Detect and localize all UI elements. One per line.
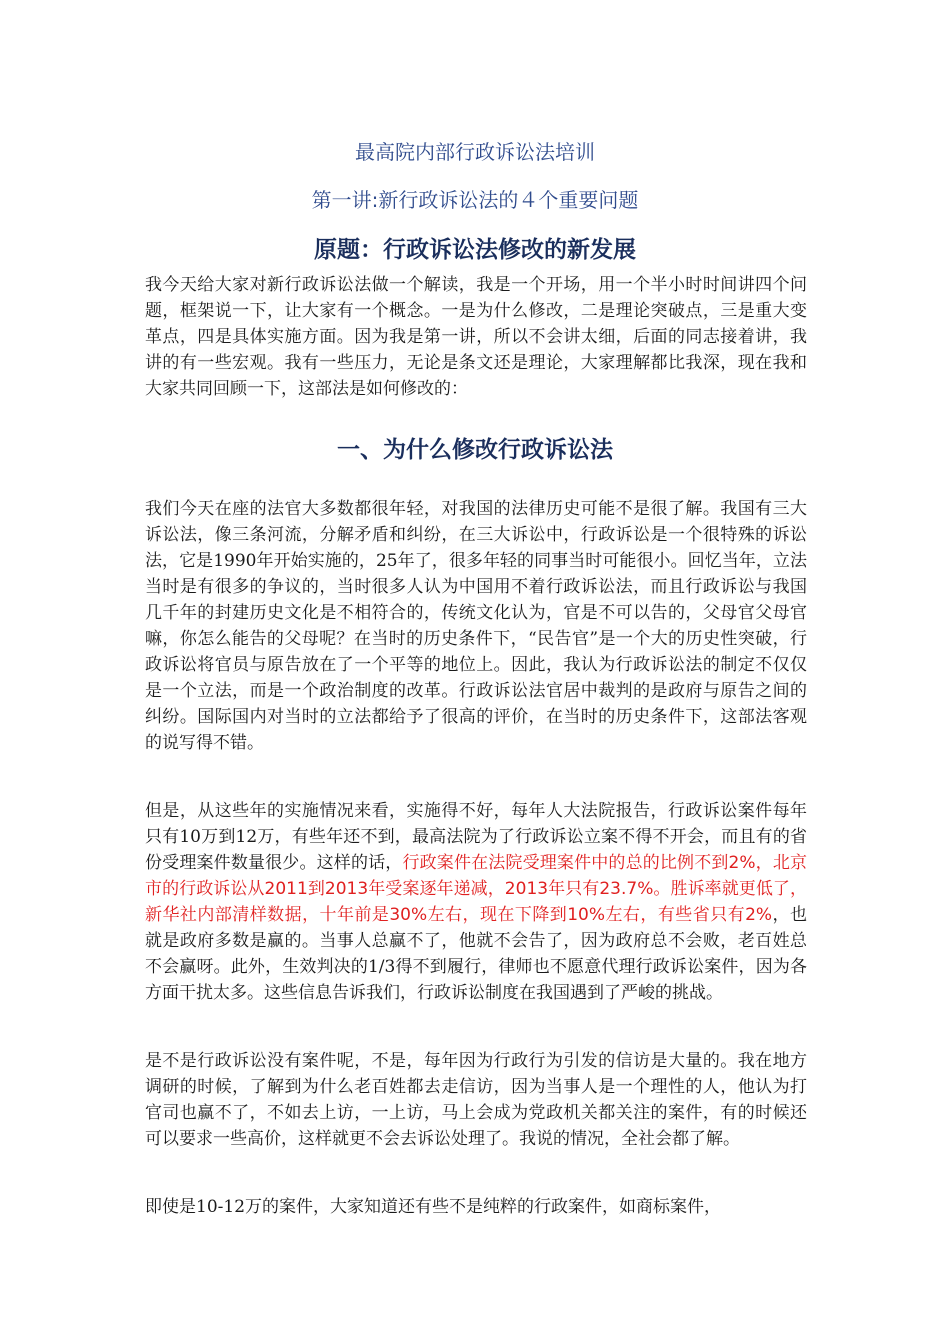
original-title: 原题：行政诉讼法修改的新发展 [314, 237, 636, 263]
intro-paragraph: 我今天给大家对新行政诉讼法做一个解读，我是一个开场，用一个半小时时间讲四个问题，框架说一下，让大家有一个概念。一是为什么修改，二是理论突破点，三是重大变革点，四是具体实施方面。因为我是第一讲，所以不会讲太细，后面的同志接着讲，我讲的有一些宏观。我有一些压力，无论是条文还是理论，大家理解都比我深，现在我和大家共同回顾一下，这部法是如何修改的： [145, 275, 807, 399]
paragraph-2-text-after: ，也就是政府多数是赢的。当事人总赢不了，他就不会告了，因为政府总不会败，老百姓总不会赢呀。此外，生效判决的1/3得不到履行，律师也不愿意代理行政诉讼案件，因为各方面干扰太多。这些信息告诉我们，行政诉讼制度在我国遇到了严峻的挑战。 [145, 905, 808, 1003]
section-heading: 一、为什么修改行政诉讼法 [337, 437, 613, 463]
paragraph-2-text-before: 但是，从这些年的实施情况来看，实施得不好，每年人大法院报告，行政诉讼案件每年只有10万到12万，有些年还不到，最高法院为了行政诉讼立案不得不开会，而且有的省份受理案件数量很少。这样的话， [145, 801, 807, 873]
lecture-subtitle: 第一讲:新行政诉讼法的４个重要问题 [311, 188, 639, 212]
body-paragraph-1: 我们今天在座的法官大多数都很年轻，对我国的法律历史可能不是很了解。我国有三大诉讼法，像三条河流，分解矛盾和纠纷，在三大诉讼中，行政诉讼是一个很特殊的诉讼法，它是1990年开始实施的，25年了，很多年轻的同事当时可能很小。回忆当年，立法当时是有很多的争议的，当时很多人认为中国用不着行政诉讼法，而且行政诉讼与我国几千年的封建历史文化是不相符合的，传统文化认为，官是不可以告的，父母官父母官嘛，你怎么能告的父母呢？在当时的历史条件下，“民告官”是一个大的历史性突破，行政诉讼将官员与原告放在了一个平等的地位上。因此，我认为行政诉讼法的制定不仅仅是一个立法，而是一个政治制度的改革。行政诉讼法官居中裁判的是政府与原告之间的纠纷。国际国内对当时的立法都给予了很高的评价，在当时的历史条件下，这部法客观的说写得不错。 [145, 499, 807, 753]
body-paragraph-2 [145, 798, 807, 1006]
highlighted-statistics: 行政案件在法院受理案件中的总的比例不到2%，北京市的行政诉讼从2011到2013年受案逐年递减，2013年只有23.7%。胜诉率就更低了，新华社内部清样数据，十年前是30%左右，现在下降到10%左右，有些省只有2% [145, 853, 808, 925]
body-paragraph-4: 即使是10-12万的案件，大家知道还有些不是纯粹的行政案件，如商标案件， [145, 1197, 722, 1217]
document-title: 最高院内部行政诉讼法培训 [355, 140, 595, 164]
body-paragraph-3: 是不是行政诉讼没有案件呢，不是，每年因为行政行为引发的信访是大量的。我在地方调研的时候，了解到为什么老百姓都去走信访，因为当事人是一个理性的人，他认为打官司也赢不了，不如去上访，一上访，马上会成为党政机关都关注的案件，有的时候还可以要求一些高价，这样就更不会去诉讼处理了。我说的情况，全社会都了解。 [145, 1051, 807, 1149]
